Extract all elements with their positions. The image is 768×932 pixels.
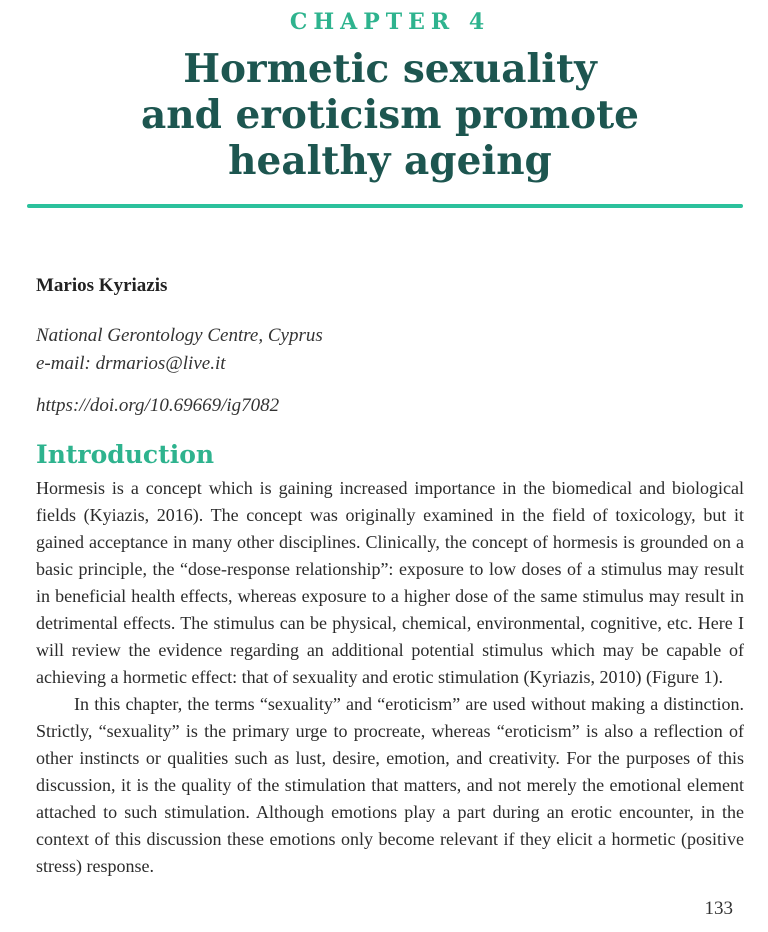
page-number: 133	[704, 898, 733, 919]
chapter-title-line-3: healthy ageing	[228, 138, 552, 184]
author-name: Marios Kyriazis	[36, 275, 168, 296]
chapter-label: CHAPTER 4	[289, 9, 491, 35]
chapter-title	[36, 46, 744, 184]
author-affiliation: National Gerontology Centre, Cyprus	[36, 325, 323, 346]
doi-text: https://doi.org/10.69669/ig7082	[36, 395, 280, 416]
author-email: e-mail: drmarios@live.it	[36, 353, 226, 374]
paragraph-hormesis-intro: Hormesis is a concept which is gaining increased importance in the biomedical and biological fields (Kyiazis, 2016). The concept was originally examined in the field of toxicology, but it gained acceptance in many other disciplines. Clinically, the concept of hormesis is grounded on a basic principle, the “dose-response relationship”: exposure to low doses of a stimulus may result in beneficial health effects, whereas exposure to a higher dose of the same stimulus may result in detrimental effects. The stimulus can be physical, chemical, environmental, cognitive, etc. Here I will review the evidence regarding an additional potential stimulus which may be capable of achieving a hormetic effect: that of sexuality and erotic stimulation (Kyriazis, 2010) (Figure 1).	[36, 478, 744, 687]
section-heading-introduction: Introduction	[36, 440, 215, 469]
author-affiliation-block	[36, 322, 744, 378]
paragraph-terms-definition: In this chapter, the terms “sexuality” and “eroticism” are used without making a distinction. Strictly, “sexuality” is the primary urge to procreate, whereas “eroticism” is also a reflection of other instincts or qualities such as lust, desire, emotion, and creativity. For the purposes of this discussion, it is the quality of the stimulation that matters, and not merely the emotional element attached to such stimulation. Although emotions play a part during an erotic encounter, in the context of this discussion these emotions only become relevant if they elicit a hormetic (positive stress) response.	[36, 694, 744, 876]
divider-rule	[27, 204, 743, 208]
chapter-title-line-2: and eroticism promote	[141, 92, 639, 138]
chapter-title-line-1: Hormetic sexuality	[183, 46, 597, 92]
